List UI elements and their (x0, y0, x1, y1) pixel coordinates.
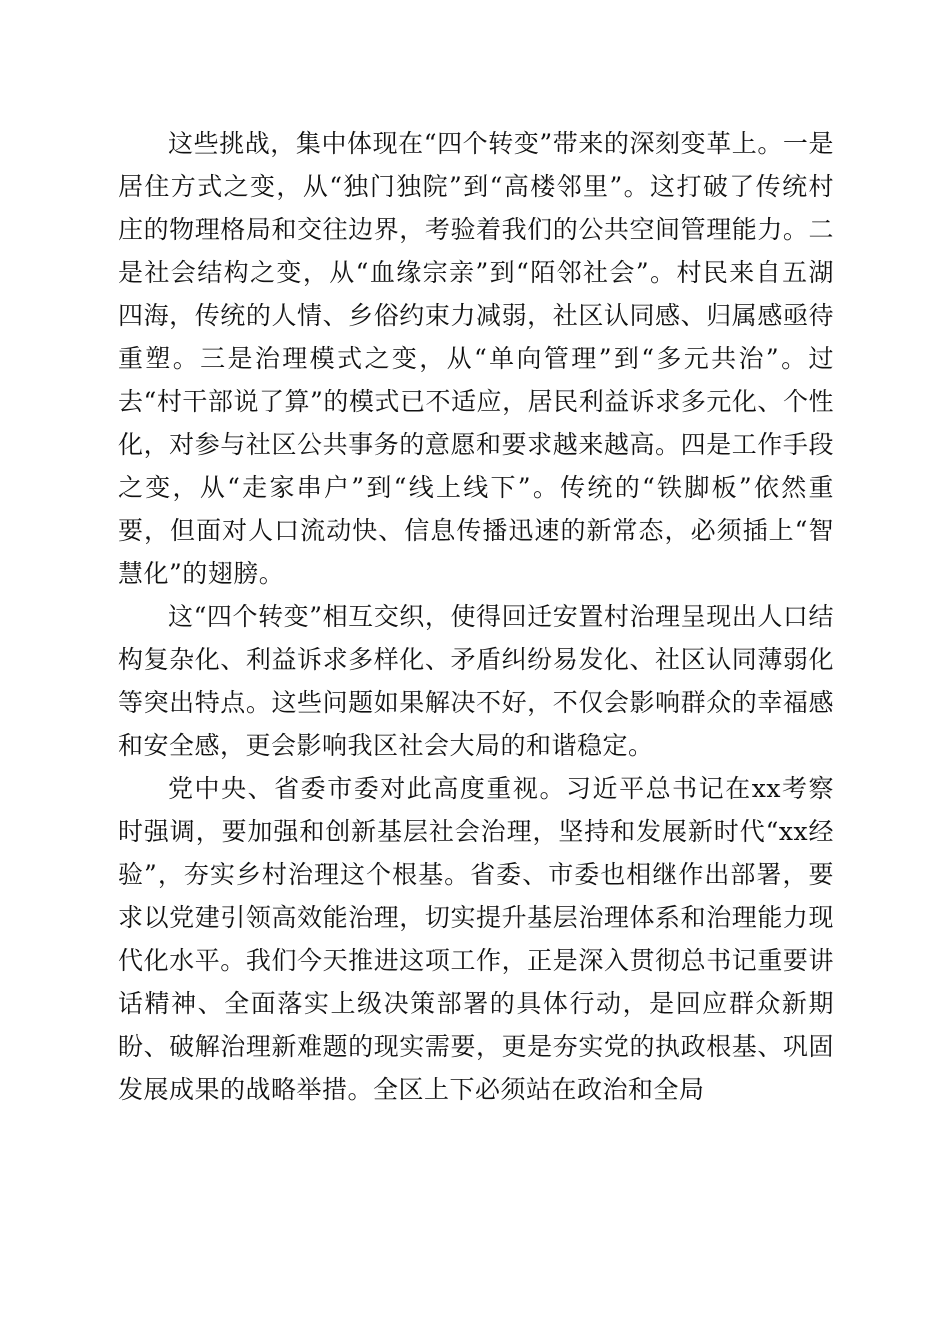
paragraph-central-attention: 党中央、省委市委对此高度重视。习近平总书记在xx考察时强调，要加强和创新基层社会治理，坚持和发展新时代“xx经验”，夯实乡村治理这个根基。省委、市委也相继作出部署，要求以党建引领高效能治理，切实提升基层治理体系和治理能力现代化水平。我们今天推进这项工作，正是深入贯彻总书记重要讲话精神、全面落实上级决策部署的具体行动，是回应群众新期盼、破解治理新难题的现实需要，更是夯实党的执政根基、巩固发展成果的战略举措。全区上下必须站在政治和全局 (118, 774, 834, 1104)
paragraph-governance-features: 这“四个转变”相互交织，使得回迁安置村治理呈现出人口结构复杂化、利益诉求多样化、矛盾纠纷易发化、社区认同薄弱化等突出特点。这些问题如果解决不好，不仅会影响群众的幸福感和安全感，更会影响我区社会大局的和谐稳定。 (118, 602, 834, 760)
paragraph-four-transformations: 这些挑战，集中体现在“四个转变”带来的深刻变革上。一是居住方式之变，从“独门独院”到“高楼邻里”。这打破了传统村庄的物理格局和交往边界，考验着我们的公共空间管理能力。二是社会结构之变，从“血缘宗亲”到“陌邻社会”。村民来自五湖四海，传统的人情、乡俗约束力减弱，社区认同感、归属感亟待重塑。三是治理模式之变，从“单向管理”到“多元共治”。过去“村干部说了算”的模式已不适应，居民利益诉求多元化、个性化，对参与社区公共事务的意愿和要求越来越高。四是工作手段之变，从“走家串户”到“线上线下”。传统的“铁脚板”依然重要，但面对人口流动快、信息传播迅速的新常态，必须插上“智慧化”的翅膀。 (118, 129, 834, 588)
document-body (118, 122, 834, 1111)
